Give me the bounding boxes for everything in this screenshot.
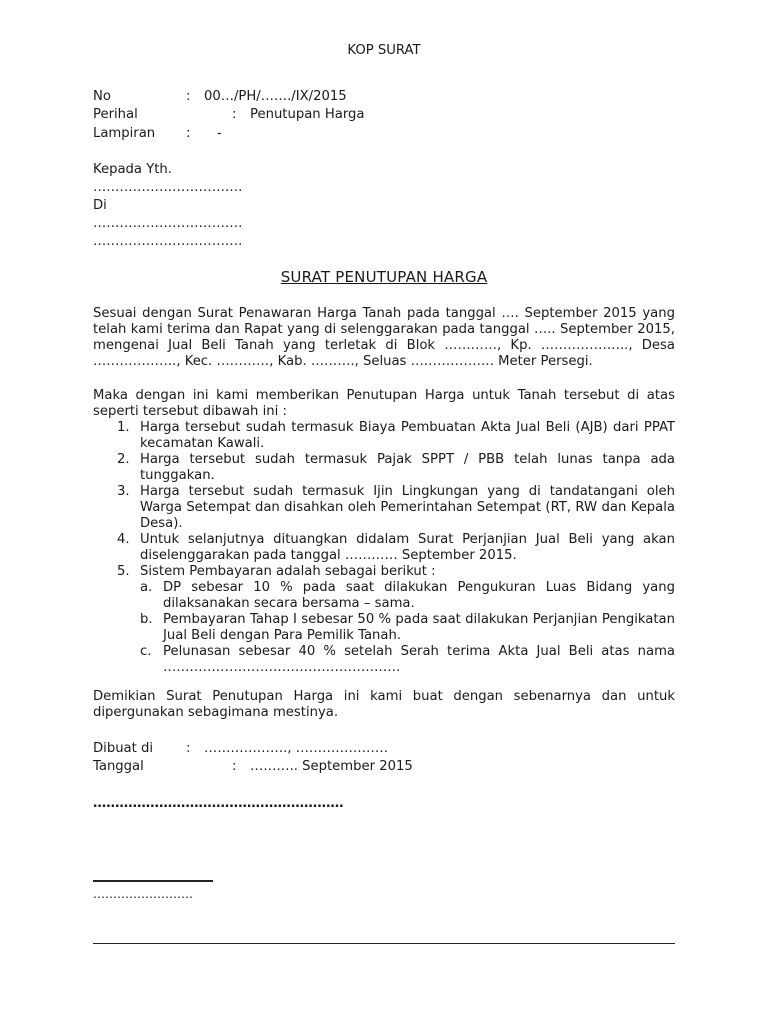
list-item (93, 484, 675, 532)
sub-list-item-letter: b. (140, 612, 153, 627)
sub-list-item-text: Pembayaran Tahap I sebesar 50 % pada saat dilakukan Perjanjian Pengikatan Jual Beli dengan Para Pemilik Tanah. (163, 612, 675, 643)
recipient-greeting: Kepada Yth. (93, 162, 172, 177)
recipient-name-line: ……………………………. (93, 180, 243, 195)
body-paragraph-1: Sesuai dengan Surat Penawaran Harga Tanah pada tanggal …. September 2015 yang telah kami terima dan Rapat yang di selenggarakan pada tanggal ….. September 2015, mengenai Jual Beli Tanah yang terletak di Blok …………, Kp. ……………….., Desa ………………., Kec. …………, Kab. ………., Seluas ………………. Meter Persegi. (93, 306, 675, 369)
sub-list-item-text: DP sebesar 10 % pada saat dilakukan Pengukuran Luas Bidang yang dilaksanakan secara bersama – sama. (163, 580, 675, 611)
dibuat-value: ………………., ………………… (204, 741, 389, 756)
list-item (93, 564, 675, 580)
dibuat-colon: : (186, 741, 191, 756)
list-item-text: Sistem Pembayaran adalah sebagai berikut : (140, 564, 436, 579)
list-item-text: Untuk selanjutnya dituangkan didalam Surat Perjanjian Jual Beli yang akan diselenggarakan pada tanggal ………… September 2015. (140, 532, 675, 563)
list-item-number: 4. (117, 532, 130, 547)
sub-list-item (93, 612, 675, 644)
terms-list (93, 420, 675, 676)
sub-list-item (93, 644, 675, 676)
list-item (93, 532, 675, 564)
list-item-number: 3. (117, 484, 130, 499)
body-paragraph-2: Maka dengan ini kami memberikan Penutupan Harga untuk Tanah tersebut di atas seperti tersebut dibawah ini : (93, 388, 675, 419)
tanggal-label: Tanggal (93, 759, 144, 774)
sub-list-item (93, 580, 675, 612)
recipient-address-line-2: ……………………………. (93, 234, 243, 249)
perihal-label: Perihal (93, 107, 138, 122)
sub-list-item-letter: c. (140, 644, 152, 659)
letter-title: SURAT PENUTUPAN HARGA (280, 268, 488, 286)
letterhead: KOP SURAT (347, 43, 421, 58)
list-item-number: 2. (117, 452, 130, 467)
company-name: ………………………………………………… (93, 796, 344, 811)
list-item-text: Harga tersebut sudah termasuk Biaya Pembuatan Akta Jual Beli (AJB) dari PPAT kecamatan Kawali. (140, 420, 675, 451)
perihal-value: Penutupan Harga (250, 107, 365, 122)
list-item (93, 452, 675, 484)
signature-line (93, 880, 213, 882)
list-item-text: Harga tersebut sudah termasuk Ijin Lingkungan yang di tandatangani oleh Warga Setempat dan disahkan oleh Pemerintahan Setempat (RT, RW dan Kepala Desa). (140, 484, 675, 531)
tanggal-value: ……….. September 2015 (250, 759, 413, 774)
closing-paragraph: Demikian Surat Penutupan Harga ini kami buat dengan sebenarnya dan untuk dipergunakan sebagimana mestinya. (93, 689, 675, 720)
lampiran-label: Lampiran (93, 126, 156, 141)
recipient-address-line-1: ……………………………. (93, 216, 243, 231)
recipient-di: Di (93, 198, 107, 213)
list-item-text: Harga tersebut sudah termasuk Pajak SPPT / PBB telah lunas tanpa ada tunggakan. (140, 452, 675, 483)
tanggal-colon: : (232, 759, 237, 774)
dibuat-label: Dibuat di (93, 741, 154, 756)
list-item (93, 420, 675, 452)
perihal-colon: : (232, 107, 237, 122)
no-colon: : (186, 89, 191, 104)
sub-list-item-letter: a. (140, 580, 153, 595)
list-item-number: 5. (117, 564, 130, 579)
footer-divider (93, 943, 675, 944)
signer-name: ……………………. (93, 887, 193, 901)
list-item-number: 1. (117, 420, 130, 435)
lampiran-colon: : (186, 126, 191, 141)
no-value: 00…/PH/……./IX/2015 (204, 89, 347, 104)
lampiran-value: - (217, 126, 222, 141)
no-label: No (93, 89, 111, 104)
sub-list-item-text: Pelunasan sebesar 40 % setelah Serah terima Akta Jual Beli atas nama ……………………………………………… (163, 644, 675, 675)
